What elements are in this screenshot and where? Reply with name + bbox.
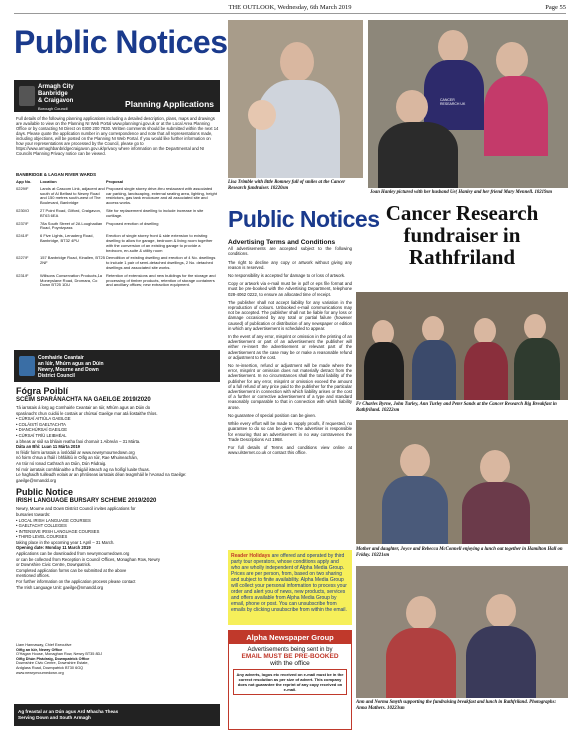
notice-line: Newry, Mourne and Down District Council invites applications for xyxy=(16,506,136,512)
app-no: 0231/F xyxy=(16,272,29,278)
contact-line: Oifig an Iúir, Newry Office xyxy=(16,647,63,652)
notice-line: • CÚRSAÍ TRÍÚ LEIBHÉAL xyxy=(16,432,67,438)
alpha-newspaper-box xyxy=(228,630,352,730)
table-row xyxy=(16,186,219,208)
bursary-body xyxy=(16,506,219,590)
notice-line: • INTENSIVE IRISH LANGUAGE COURSES xyxy=(16,528,100,534)
table-row xyxy=(16,273,219,290)
terms-paragraph: The right to decline any copy or artwork without giving any reason is reserved. xyxy=(228,259,352,270)
col-proposal: Proposal xyxy=(106,179,124,184)
gaeilge-subtitle: SCÉIM SPARÁNACHTA NA GAEILGE 2019/2020 xyxy=(16,397,151,403)
app-no: 0237/F xyxy=(16,220,29,226)
terms-paragraph: No guarantee of special position can be given. xyxy=(228,412,317,418)
caption-photo5: Ann and Norma Smyth supporting the fundraising breakfast and lunch in Rathfriland. Photographs: Anna Mathers. 10223sm xyxy=(356,700,557,711)
notice-line: For further information on the application process please contact xyxy=(16,579,136,585)
gaeilge-title: Fógra Poiblí xyxy=(16,386,69,396)
advertising-terms xyxy=(228,240,352,458)
col-location: Location xyxy=(40,179,57,184)
alpha-line2: EMAIL MUST BE PRE-BOOKED xyxy=(241,653,339,660)
app-proposal: Retention of extensions and new buildings for the storage and processing of timber products, retention of storage containers and ancillary offices; new extraction equipment. xyxy=(106,272,216,288)
app-no: 0230/O xyxy=(16,207,30,213)
notice-line: Is féidir foirm iarratais a íoslódáil ar www.newrymournedown.org xyxy=(16,449,135,455)
irish-bursary-notices xyxy=(16,386,219,590)
public-notices-title: Public Notices xyxy=(14,24,228,60)
photo-joan-hanley xyxy=(368,20,568,188)
app-proposal: Proposed single storey drive-thru restaurant with associated car parking, landscaping, external seating area, lighting, height restrictors, gas tank enclosure and all associated site and access works. xyxy=(106,185,217,206)
notice-line: bursaries towards: xyxy=(16,511,51,517)
notice-line: An tIúr nó Ionad Cathrach an Dúin, Dún Pádraig. xyxy=(16,460,107,466)
notice-line: or can be collected from Reception in Council Offices, Monaghan Row, Newry xyxy=(16,556,160,562)
notice-line: a bheas ar siúl sa bhliain reatha faoi chomair 1 Aibreán – 31 Márta. xyxy=(16,438,141,444)
photo-joyce-rebecca xyxy=(356,420,568,544)
nmd-name-line: an Iúir, Mhúrn agus an Dúin xyxy=(38,361,104,367)
app-proposal: Erection of single storey front & side extension to existing dwelling to allow for garage, bedroom & living room together with the conversion of an existing garage to provide a bedroom, en-suite & utility room xyxy=(106,233,213,253)
terms-paragraph: In the event of any error, misprint or omission in the printing of an advertisement or part of an advertisement the publisher will either re-insert the advertisement or relevant part of the advertisement as the case may be or make a reasonable refund or adjustment to the cost. xyxy=(228,334,352,360)
contact-line: Oifig Dhún Phádraig, Downpatrick Office xyxy=(16,656,90,661)
article-headline: Cancer Research fundraiser in Rathfriland xyxy=(385,201,539,269)
shirt-logo: CANCER RESEARCH UK xyxy=(440,98,466,106)
table-row xyxy=(16,255,219,272)
notice-line: or Downshire Civic Centre, Downpatrick. xyxy=(16,562,92,568)
app-no: 0229/F xyxy=(16,185,29,191)
bursary-subtitle: IRISH LANGUAGE BURSARY SCHEME 2019/2020 xyxy=(16,498,157,505)
app-location: 78a South Street of 2A Loughadian Road, Poyntzpass xyxy=(40,220,103,231)
gaeilge-body xyxy=(16,405,219,483)
caption-photo3: Fr Charles Byrne, John Turley, Ann Turley and Peter Sands at the Cancer Research Big Breakfast in Rathfriland. 10222sm xyxy=(356,402,557,413)
nmd-crest-icon xyxy=(19,356,35,376)
masthead-paper: THE OUTLOOK, Wednesday, 6th March 2019 xyxy=(228,4,352,11)
terms-paragraph: Copy or artwork via e-mail must be in pdf or eps file format and must be pre-booked with the Advertising Department, telephone 028-4062 0222, to ensure an allocated time of receipt. xyxy=(228,281,352,297)
reader-holidays-lead: Reader Holidays xyxy=(231,553,271,559)
contact-line: Liam Hannaway, Chief Executive xyxy=(16,643,72,647)
caption-photo2: Joan Hanley pictured with her husband Ue( Hanley and her friend Mary Mennell. 10219sm xyxy=(370,190,553,195)
planning-table xyxy=(16,180,219,290)
app-proposal: Site for replacement dwelling to include increase in site curtilage. xyxy=(106,207,204,218)
nmd-name-line: Comhairle Ceantair xyxy=(38,355,84,361)
council-contact xyxy=(16,643,136,675)
table-row xyxy=(16,208,219,221)
app-proposal: Demolition of existing dwelling and erection of 4 No. dwellings to include 1 pair of semi-detached dwellings, 2 No. detached dwellings and associated site works. xyxy=(106,255,216,270)
planning-area: BANBRIDGE & LAGAN RIVER WARDS xyxy=(16,172,97,177)
notice-line: Applications can be downloaded from newrymournedown.org xyxy=(16,551,130,557)
app-location: 157 Banbridge Road, Kinallen, BT25 2NF xyxy=(40,255,105,266)
reader-holidays-text: are offered and operated by third party tour operators, whose conditions apply and who are wholly independent of Alpha Media Group. Prices are per person, from, based on two sharing and subject to finite availability. Alpha Media Group will collect your personal information to process your order and alert you of news, new products, services and offers available from Alpha Media Group by email, phone or post. You can unsubscribe from emails by clicking unsubscribe from within the email. xyxy=(231,553,347,613)
page-number: Page 55 xyxy=(545,4,566,11)
alpha-line1: Advertisements being sent in by xyxy=(247,647,333,653)
notice-line: • CÚRSAÍ AITIÚLA GAEILGE xyxy=(16,416,71,422)
app-no: 0241/F xyxy=(16,233,29,239)
app-location: 6 Five Lights, Lenaderg Road, Banbridge, BT32 4PU xyxy=(40,233,94,243)
terms-paragraph: The publisher shall not accept liability for any variation in the reproduction of colours. Unbooked e-mail communications may not be accepted. The publisher shall not be liable for any loss or damage occasioned by any total or partial failure (however caused) of publication or distribution of any newspaper or edition in which any advertisement is scheduled to appear. xyxy=(228,299,352,331)
notice-line: • DIANCHÚRSAÍ GAEILGE xyxy=(16,427,68,433)
photo-fr-charles-byrne xyxy=(356,292,568,400)
table-row xyxy=(16,221,219,234)
notice-line: sparánacht chun cuidiú le costais ar chúrsaí Gaeilge mar atá liostaithe thíos. xyxy=(16,410,158,416)
nmd-name-line: Newry, Mourne and Down xyxy=(38,367,99,373)
terms-paragraph: While every effort will be made to supply proofs, if requested, no guarantee to do so can be given. The advertiser is responsible for ensuring that an advertisement in no way contravenes the Trade Descriptions Act 1968. xyxy=(228,421,352,442)
council-name-line: Armagh City xyxy=(38,84,74,90)
photo-ann-norma-smyth xyxy=(356,566,568,698)
app-location: 27 Point Road, Gilford, Craigavon, BT63 6EA xyxy=(40,207,101,218)
planning-applications-heading: Planning Applications xyxy=(125,99,214,109)
notice-line: taking place in the upcoming year 1 April – 31 March. xyxy=(16,539,115,545)
serving-line-english: Serving Down and South Armagh xyxy=(18,714,91,720)
alpha-fine-print: Any adverts, logos etc received on e-mail must be in the correct resolution as per size of advert. This company does not guarantee the reprint of any copy received on e-mail. xyxy=(233,669,347,695)
planning-intro: Full details of the following planning applications including a detailed description, plans, maps and drawings are available to view on the Planning NI Web Portal www.planningni.gov.uk or at the Local Area Planning Office or by contacting NI Direct on 0300 200 7830. Written comments should be submitted within the next 14 days. Please quote the application number in any correspondence and note that all representations made, including objections, will be posted on the Planning NI Web Portal. If you would like further information on how your representations are processed by the Council, please go to https://www.armaghbanbridgecraigavon.gov.uk/privacy where information on the Departmental and NI Councils Planning Privacy notice can be viewed. xyxy=(16,116,219,156)
contact-line: Downshire Civic Centre, Downshire Estate, xyxy=(16,661,89,666)
notice-line: The Irish Language Unit: gaeilge@nmandd.org xyxy=(16,584,104,590)
reader-holidays-box xyxy=(228,550,352,625)
advertising-title: Advertising Terms and Conditions xyxy=(228,239,336,246)
nmd-name-line: District Council xyxy=(38,373,75,379)
app-proposal: Proposed erection of dwelling xyxy=(106,220,159,226)
terms-paragraph: No re-insertion, refund or adjustment will be made where the error, misprint or omission does not materially detract from the advertisement. In no circumstances shall the total liability of the publisher for any error, misprint or omission exceed the amount of a full refund of any price paid to the publisher for the particular advertisement in connection with which liability arises or the cost of a further or corrective advertisement of a type and standard reasonably comparable to that in connection with which liability arose. xyxy=(228,363,352,410)
notice-line: Ní mór iarratais comhlánaithe a fhágáil isteach ag na hoifigí luaite thuas. xyxy=(16,466,150,472)
public-notices-title-2: Public Notices xyxy=(228,206,380,232)
photo-lisa-trimble xyxy=(228,20,363,178)
notice-line: Completed application forms can be submitted at the above xyxy=(16,567,127,573)
nmd-council-name xyxy=(38,355,104,379)
app-location: Lands at Cascom Link, adjacent and south of Al Belfast to Newry Road and 150 metres south-west of The Boulevard, Banbridge xyxy=(40,185,105,206)
terms-paragraph: For full details of Terms and conditions view online at www.ulsternet.co.uk or contact this office. xyxy=(228,444,352,456)
notice-line: nó foirm chrua a fháil i bhfáiltiú in Oifig an Iúir, Rae Mhuineacháin, xyxy=(16,455,138,461)
notice-line: Dáta an Bhí: Luan 11 Márta 2019 xyxy=(16,444,80,450)
caption-photo1: Lisa Trimble with little Romney full of smiles at the Cancer Research fundraiser. 10220sm xyxy=(228,180,346,191)
council-sub: Borough Council xyxy=(38,106,68,111)
notice-line: • THIRD LEVEL COURSES xyxy=(16,534,68,540)
serving-line-irish: Ag freastal ar an Dún agus Ard Mhacha Theas xyxy=(18,709,119,714)
nmd-council-banner xyxy=(14,350,220,382)
terms-paragraph: No responsibility is accepted for damage to or loss of artwork. xyxy=(228,273,346,279)
notice-line: • GAELTACHT COLLEGES xyxy=(16,523,67,529)
terms-paragraph: All advertisements are accepted subject to the following conditions. xyxy=(228,246,352,257)
bursary-title: Public Notice xyxy=(16,487,74,498)
notice-line: • COLÁISTÍ GAELTACHTA xyxy=(16,421,66,427)
notice-line: • LOCAL IRISH LANGUAGE COURSES xyxy=(16,517,91,523)
council-name-line: Banbridge xyxy=(38,91,68,97)
table-row xyxy=(16,233,219,255)
notice-line: Le haghaidh tuilleadh eolais ar an phróiseas iarratais déan teagmháil le hAonad na Gaeilge: gaeilge@nmandd.org xyxy=(16,472,187,483)
alpha-line3: with the office xyxy=(270,660,310,667)
council-name-line: & Craigavon xyxy=(38,98,74,104)
app-location: Willsons Conservation Products,1a Moneyslane Road, Dromara, Co Down BT25 1DU xyxy=(40,272,103,288)
contact-line: www.newrymournedown.org xyxy=(16,670,64,675)
col-app-no: App No. xyxy=(16,179,32,184)
contact-line: O'Hagan House, Monaghan Row, Newry BT35 8DJ xyxy=(16,652,103,657)
notice-line: Tá iarratais á lorg ag Comhairle Ceantair an Iúir, Mhúrn agus an Dúin do xyxy=(16,405,151,410)
alpha-header: Alpha Newspaper Group xyxy=(229,631,351,644)
app-no: 0227/F xyxy=(16,255,29,261)
masthead xyxy=(14,2,566,14)
council-banner xyxy=(14,80,220,112)
notice-line: Opening date: Monday 11 March 2019 xyxy=(16,545,91,551)
serving-banner xyxy=(14,704,220,726)
caption-photo4: Mother and daughter, Joyce and Rebecca McConnell enjoying a lunch out together in Hamilton Hall on Friday. 10221sm xyxy=(356,547,563,558)
council-name xyxy=(38,84,74,112)
council-crest-icon xyxy=(19,86,35,106)
notice-line: mentioned offices. xyxy=(16,573,50,579)
contact-line: Ardglass Road, Downpatrick BT30 6GQ xyxy=(16,665,84,670)
